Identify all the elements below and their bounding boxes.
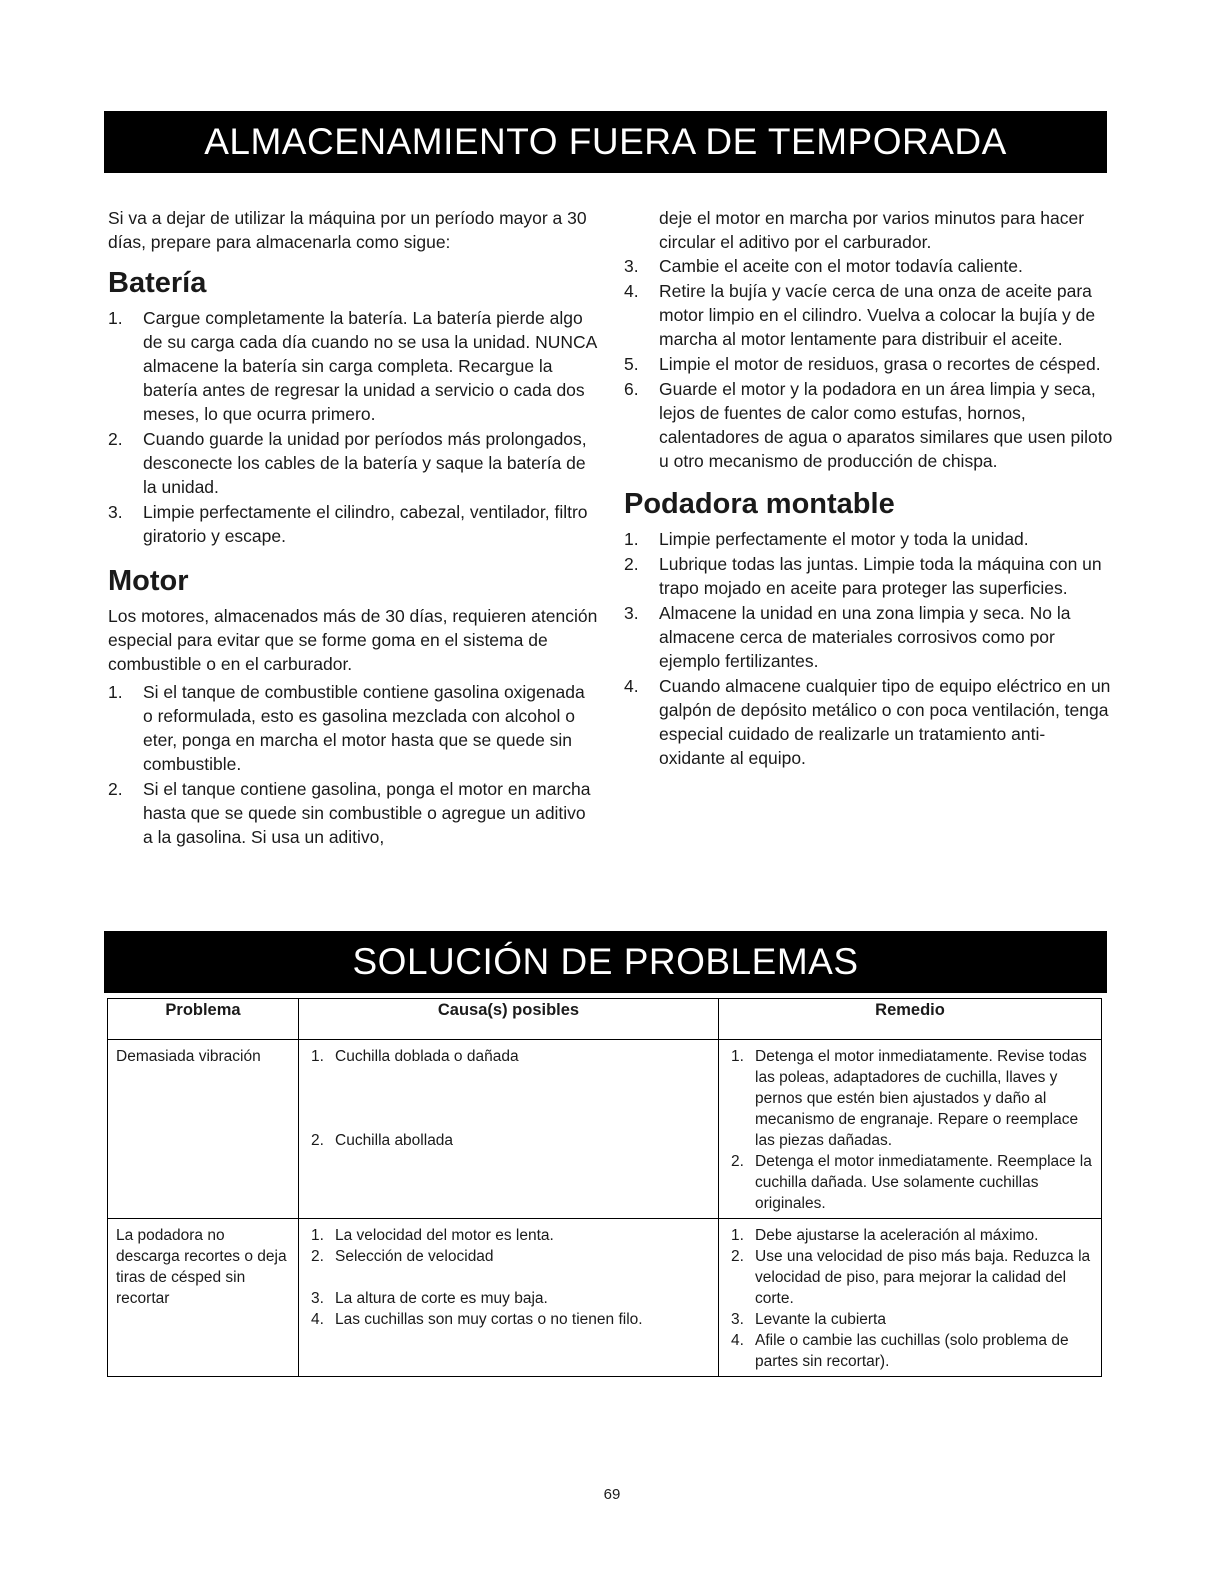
motor-intro: Los motores, almacenados más de 30 días, requieren atención especial para evitar que se forme goma en el sistema de combustible o en el carburador. bbox=[108, 606, 598, 674]
cause-item: 3. La altura de corte es muy baja. bbox=[311, 1290, 548, 1307]
podadora-heading: Podadora montable bbox=[624, 488, 895, 520]
podadora-list bbox=[624, 527, 1114, 770]
remedy-item: 4. Afile o cambie las cuchillas (solo problema de partes sin recortar). bbox=[731, 1332, 1069, 1370]
list-item: 2. Si el tanque contiene gasolina, ponga el motor en marcha hasta que se quede sin combustible o agregue un aditivo a la gasolina. Si usa un aditivo, bbox=[108, 779, 591, 847]
motor-heading: Motor bbox=[108, 565, 189, 597]
remedy-item: 2. Detenga el motor inmediatamente. Reemplace la cuchilla dañada. Use solamente cuchillas originales. bbox=[731, 1153, 1092, 1212]
causes-cell bbox=[299, 1219, 719, 1377]
list-item: 1. Limpie perfectamente el motor y toda la unidad. bbox=[624, 529, 1029, 549]
list-item: 1. Cargue completamente la batería. La batería pierde algo de su carga cada día cuando no se usa la unidad. NUNCA almacene la batería sin carga completa. Recargue la batería antes de regresar la unidad a servicio o cada dos meses, lo que ocurra primero. bbox=[108, 308, 597, 424]
bateria-heading: Batería bbox=[108, 267, 207, 299]
list-item: 4. Cuando almacene cualquier tipo de equipo eléctrico en un galpón de depósito metálico o con poca ventilación, tenga especial cuidado de realizarle un tratamiento anti- oxidante al equipo. bbox=[624, 676, 1111, 768]
cause-item: 1. La velocidad del motor es lenta. bbox=[311, 1227, 554, 1244]
table-header-row bbox=[108, 999, 1102, 1040]
remedy-item: 1. Debe ajustarse la aceleración al máximo. bbox=[731, 1227, 1039, 1244]
list-item: 3. Cambie el aceite con el motor todavía caliente. bbox=[624, 256, 1023, 276]
troubleshooting-table bbox=[107, 998, 1102, 1377]
cause-item: 1. Cuchilla doblada o dañada bbox=[311, 1048, 519, 1065]
table-row bbox=[108, 1219, 1102, 1377]
storage-intro: Si va a dejar de utilizar la máquina por un período mayor a 30 días, prepare para almacenarla como sigue: bbox=[108, 208, 587, 252]
list-item: 1. Si el tanque de combustible contiene gasolina oxigenada o reformulada, esto es gasolina mezclada con alcohol o eter, ponga en marcha el motor hasta que se quede sin combustible. bbox=[108, 682, 585, 774]
remedy-item: 3. Levante la cubierta bbox=[731, 1311, 886, 1328]
remedies-cell bbox=[719, 1219, 1102, 1377]
troubleshooting-section-title: SOLUCIÓN DE PROBLEMAS bbox=[104, 931, 1107, 993]
list-item: 3. Limpie perfectamente el cilindro, cabezal, ventilador, filtro giratorio y escape. bbox=[108, 502, 588, 546]
cause-item: 2. Selección de velocidad bbox=[311, 1248, 494, 1265]
column-header-causas: Causa(s) posibles bbox=[299, 999, 719, 1040]
problem-cell: Demasiada vibración bbox=[108, 1040, 299, 1219]
motor-list-cont bbox=[624, 254, 1114, 473]
page-number: 69 bbox=[603, 1486, 621, 1503]
list-item: 3. Almacene la unidad en una zona limpia y seca. No la almacene cerca de materiales corrosivos como por ejemplo fertilizantes. bbox=[624, 603, 1071, 671]
list-item: 6. Guarde el motor y la podadora en un área limpia y seca, lejos de fuentes de calor como estufas, hornos, calentadores de agua o aparatos similares que usen piloto u otro mecanismo de producción de chispa. bbox=[624, 379, 1113, 471]
table-row bbox=[108, 1040, 1102, 1219]
bateria-list bbox=[108, 306, 598, 548]
remedies-cell bbox=[719, 1040, 1102, 1219]
cause-item: 2. Cuchilla abollada bbox=[311, 1132, 454, 1149]
list-item: 4. Retire la bujía y vacíe cerca de una onza de aceite para motor limpio en el cilindro. Vuelva a colocar la bujía y de marcha al motor lentamente para distribuir el aceite. bbox=[624, 281, 1096, 349]
remedy-item: 2. Use una velocidad de piso más baja. Reduzca la velocidad de piso, para mejorar la calidad del corte. bbox=[731, 1248, 1091, 1307]
left-column bbox=[108, 206, 598, 850]
motor-list bbox=[108, 680, 598, 849]
right-column bbox=[624, 206, 1114, 771]
list-item: 2. Cuando guarde la unidad por períodos más prolongados, desconecte los cables de la batería y saque la batería de la unidad. bbox=[108, 429, 587, 497]
storage-section-title: ALMACENAMIENTO FUERA DE TEMPORADA bbox=[104, 111, 1107, 173]
causes-cell bbox=[299, 1040, 719, 1219]
column-header-problema: Problema bbox=[108, 999, 299, 1040]
list-item: 5. Limpie el motor de residuos, grasa o recortes de césped. bbox=[624, 354, 1101, 374]
motor-list-continuation: deje el motor en marcha por varios minutos para hacer circular el aditivo por el carburador. bbox=[659, 208, 1085, 252]
column-header-remedio: Remedio bbox=[719, 999, 1102, 1040]
cause-item: 4. Las cuchillas son muy cortas o no tienen filo. bbox=[311, 1311, 643, 1328]
remedy-item: 1. Detenga el motor inmediatamente. Revise todas las poleas, adaptadores de cuchilla, llaves y pernos que estén bien ajustados y daño al mecanismo de engranaje. Repare o reemplace las piezas dañadas. bbox=[731, 1048, 1087, 1149]
problem-cell: La podadora no descarga recortes o deja tiras de césped sin recortar bbox=[108, 1219, 299, 1377]
list-item: 2. Lubrique todas las juntas. Limpie toda la máquina con un trapo mojado en aceite para proteger las superficies. bbox=[624, 554, 1102, 598]
